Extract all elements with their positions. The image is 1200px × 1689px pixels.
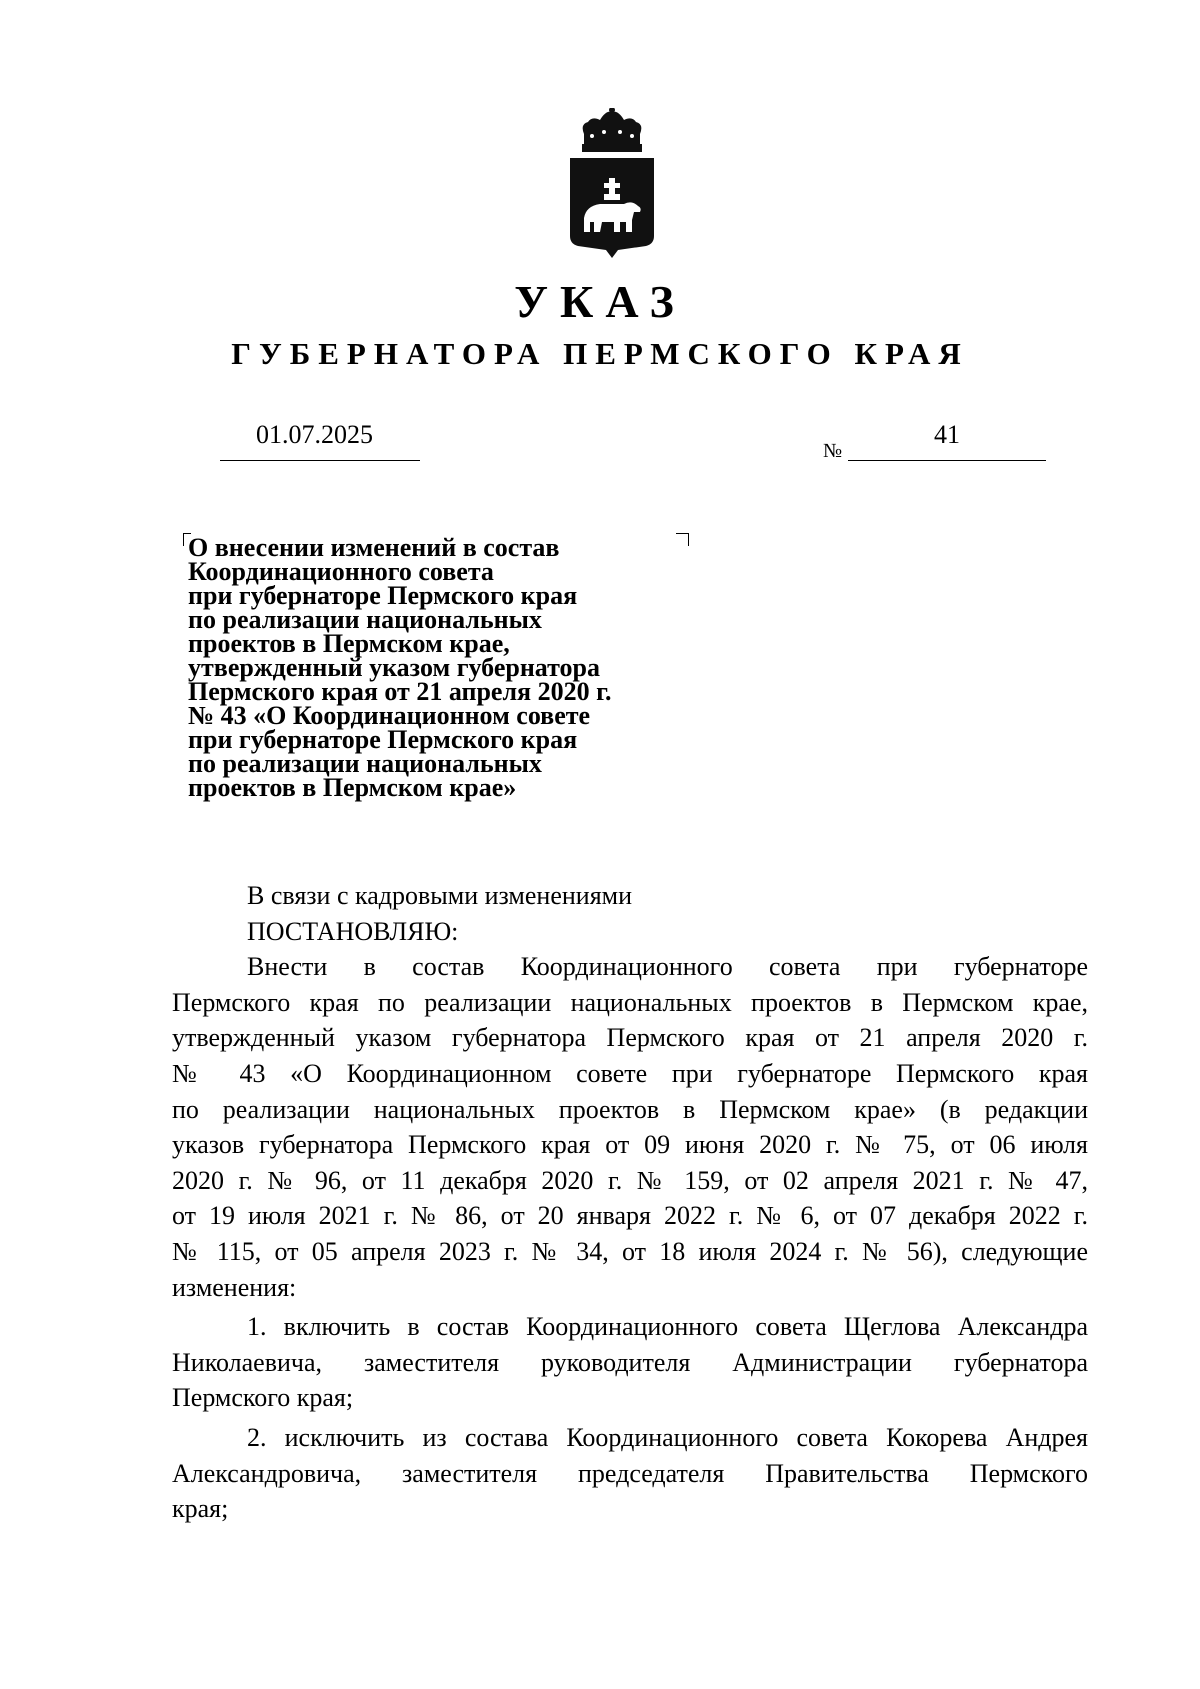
item2-line: края;	[172, 1494, 229, 1524]
heading-line: по реализации национальных	[188, 749, 542, 778]
document-title: УКАЗ	[514, 276, 686, 327]
item2-line: Александровича, заместителя председателя Правительства Пермского	[172, 1458, 1088, 1488]
paragraph-line: № 115, от 05 апреля 2023 г. № 34, от 18 июля 2024 г. № 56), следующие	[172, 1236, 1088, 1266]
heading-line: Координационного совета	[188, 557, 494, 586]
heading-line: проектов в Пермском крае»	[188, 773, 517, 802]
item1-line: Пермского края;	[172, 1383, 354, 1413]
paragraph-line: Внести в состав Координационного совета при губернаторе	[247, 952, 1088, 982]
paragraph-line: утвержденный указом губернатора Пермского края от 21 апреля 2020 г.	[172, 1023, 1088, 1053]
heading-line: № 43 «О Координационном совете	[188, 701, 591, 730]
heading-line: проектов в Пермском крае,	[188, 629, 510, 658]
number-sign: №	[823, 440, 843, 462]
heading-line: О внесении изменений в состав	[188, 533, 560, 562]
decree-body	[172, 878, 1088, 1527]
heading-line: по реализации национальных	[188, 605, 542, 634]
paragraph-line: Пермского края по реализации национальных проектов в Пермском крае,	[172, 987, 1088, 1017]
number-underline	[848, 460, 1046, 461]
heading-line: при губернаторе Пермского края	[188, 725, 578, 754]
heading-line: при губернаторе Пермского края	[188, 581, 578, 610]
coat-of-arms-icon	[566, 108, 658, 258]
date-underline	[220, 460, 420, 461]
item1-line: Николаевича, заместителя руководителя Администрации губернатора	[172, 1347, 1088, 1377]
paragraph-line: 2020 г. № 96, от 11 декабря 2020 г. № 159, от 02 апреля 2021 г. № 47,	[172, 1165, 1088, 1195]
item2-line: 2. исключить из состава Координационного совета Кокорева Андрея	[247, 1422, 1088, 1452]
heading-line: Пермского края от 21 апреля 2020 г.	[188, 677, 612, 706]
heading-line: утвержденный указом губернатора	[188, 653, 601, 682]
item1-line: 1. включить в состав Координационного совета Щеглова Александра	[247, 1312, 1088, 1342]
resolve-line: ПОСТАНОВЛЯЮ:	[247, 916, 459, 946]
decree-date: 01.07.2025	[256, 420, 373, 449]
paragraph-line: от 19 июля 2021 г. № 86, от 20 января 2022 г. № 6, от 07 декабря 2022 г.	[172, 1201, 1088, 1231]
paragraph-line: по реализации национальных проектов в Пермском крае» (в редакции	[172, 1094, 1088, 1124]
paragraph-line: указов губернатора Пермского края от 09 июня 2020 г. № 75, от 06 июля	[172, 1130, 1088, 1160]
document-subtitle: ГУБЕРНАТОРА ПЕРМСКОГО КРАЯ	[231, 336, 969, 371]
paragraph-line: № 43 «О Координационном совете при губернаторе Пермского края	[172, 1058, 1088, 1088]
decree-heading	[188, 533, 708, 802]
decree-number: 41	[934, 420, 960, 449]
intro-line: В связи с кадровыми изменениями	[247, 881, 633, 910]
paragraph-line: изменения:	[172, 1272, 297, 1302]
